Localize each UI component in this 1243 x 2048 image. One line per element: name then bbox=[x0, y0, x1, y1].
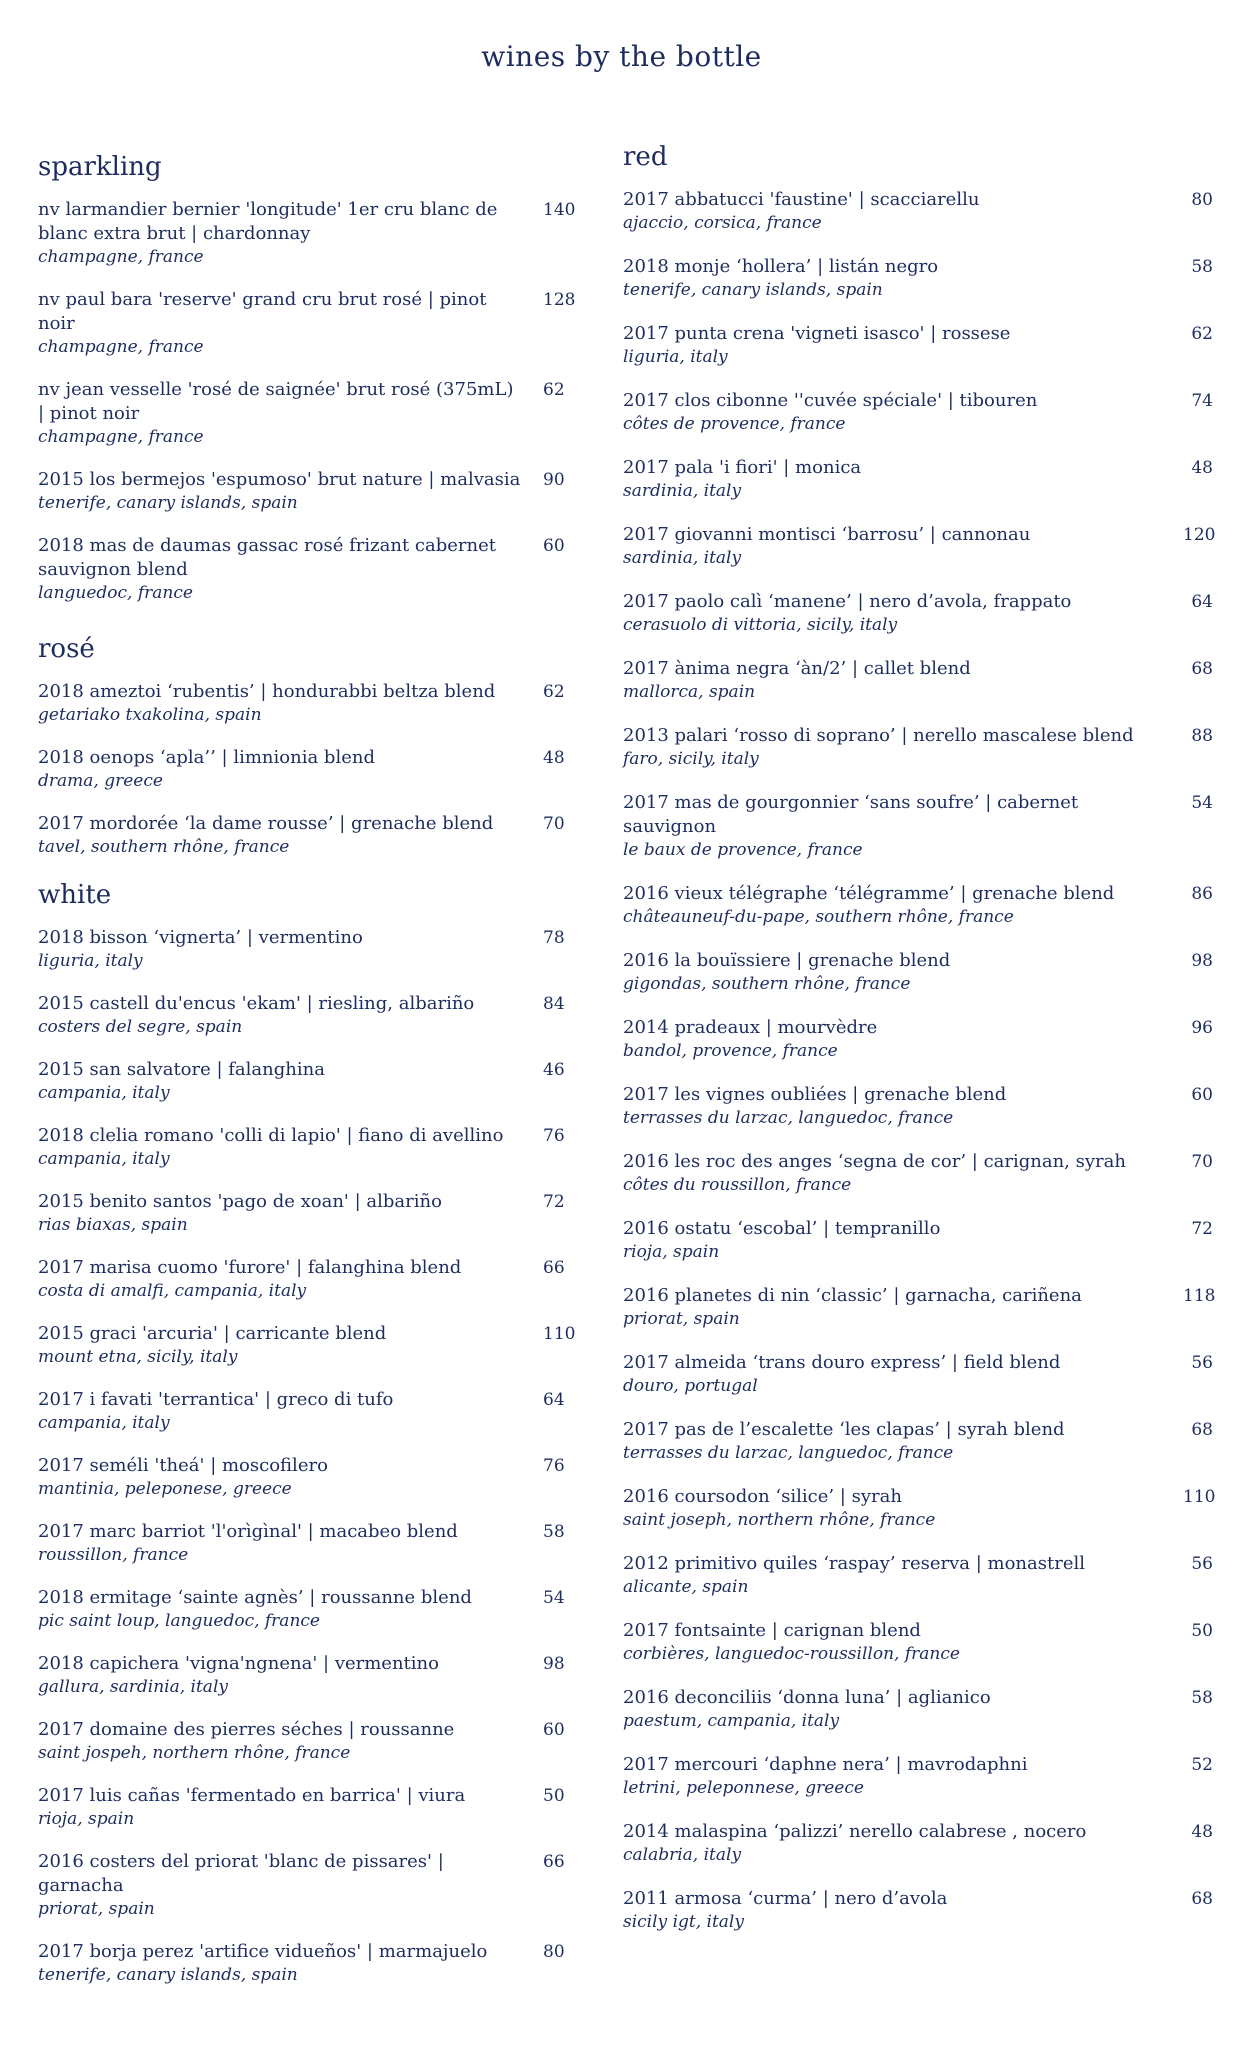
wine-price: 70 bbox=[1191, 1152, 1213, 1172]
wine-name: 2015 los bermejos 'espumoso' brut nature | malvasia bbox=[38, 469, 521, 490]
wine-price: 78 bbox=[543, 928, 565, 948]
page-title: wines by the bottle bbox=[481, 40, 762, 73]
wine-list-item bbox=[38, 1718, 583, 1764]
wine-region: côtes du roussillon, france bbox=[623, 1175, 852, 1195]
wine-price: 58 bbox=[1191, 257, 1213, 277]
wine-name: 2015 graci 'arcuria' | carricante blend bbox=[38, 1323, 387, 1344]
wine-name: 2017 luis cañas 'fermentado en barrica' | viura bbox=[38, 1785, 466, 1806]
wine-region: sardinia, italy bbox=[623, 481, 742, 501]
wine-name: 2016 ostatu ‘escobal’ | tempranillo bbox=[623, 1218, 941, 1239]
wine-price: 72 bbox=[543, 1192, 565, 1212]
section-rose bbox=[38, 632, 583, 858]
wine-price: 88 bbox=[1191, 726, 1213, 746]
wine-list-item bbox=[623, 1619, 1213, 1665]
wine-list-item bbox=[38, 198, 583, 268]
wine-name: 2014 malaspina ‘palizzi’ nerello calabrese , nocero bbox=[623, 1821, 1087, 1842]
wine-list-item bbox=[38, 1058, 583, 1104]
wine-list-item bbox=[38, 1586, 583, 1632]
wine-name: 2014 pradeaux | mourvèdre bbox=[623, 1017, 878, 1038]
wine-name: 2017 paolo calì ‘manene’ | nero d’avola, frappato bbox=[623, 591, 1072, 612]
wine-price: 72 bbox=[1191, 1219, 1213, 1239]
wine-list-item bbox=[38, 812, 583, 858]
wine-region: mount etna, sicily, italy bbox=[38, 1347, 238, 1367]
wine-region: ajaccio, corsica, france bbox=[623, 213, 822, 233]
wine-price: 62 bbox=[543, 380, 565, 400]
wine-name: 2017 giovanni montisci ‘barrosu’ | cannonau bbox=[623, 524, 1031, 545]
wine-price: 110 bbox=[1183, 1487, 1216, 1507]
wine-name: 2017 domaine des pierres séches | roussanne bbox=[38, 1719, 455, 1740]
wine-list-item bbox=[623, 724, 1213, 770]
wine-name: 2017 marc barriot 'l'orìgìnal' | macabeo blend bbox=[38, 1521, 458, 1542]
wine-list-item bbox=[623, 322, 1213, 368]
wine-list-item bbox=[38, 1124, 583, 1170]
wine-list-item bbox=[38, 1520, 583, 1566]
wine-region: terrasses du larzac, languedoc, france bbox=[623, 1108, 954, 1128]
wine-name: 2017 punta crena 'vigneti isasco' | rossese bbox=[623, 323, 1011, 344]
wine-region: liguria, italy bbox=[38, 951, 143, 971]
wine-name: 2017 pas de l’escalette ‘les clapas’ | syrah blend bbox=[623, 1419, 1065, 1440]
wine-list-item bbox=[38, 1256, 583, 1302]
wine-price: 48 bbox=[1191, 1822, 1213, 1842]
wine-name: 2016 vieux télégraphe ‘télégramme’ | grenache blend bbox=[623, 883, 1115, 904]
wine-name: 2017 almeida ‘trans douro express’ | field blend bbox=[623, 1352, 1061, 1373]
wine-price: 84 bbox=[543, 994, 565, 1014]
wine-price: 70 bbox=[543, 814, 565, 834]
wine-list-item bbox=[38, 1784, 583, 1830]
wine-region: faro, sicily, italy bbox=[623, 749, 759, 769]
wine-name: nv paul bara 'reserve' grand cru brut rosé | pinot noir bbox=[38, 289, 487, 334]
wine-price: 68 bbox=[1191, 1889, 1213, 1909]
wine-name: 2015 castell du'encus 'ekam' | riesling, albariño bbox=[38, 993, 475, 1014]
wine-list-item bbox=[38, 992, 583, 1038]
wine-region: champagne, france bbox=[38, 337, 204, 357]
wine-name: 2015 benito santos 'pago de xoan' | albariño bbox=[38, 1191, 442, 1212]
wine-region: le baux de provence, france bbox=[623, 840, 863, 860]
wine-list-item bbox=[38, 1190, 583, 1236]
wine-list-item bbox=[623, 1284, 1216, 1330]
wine-list-item bbox=[38, 468, 583, 514]
wine-list-item bbox=[38, 1940, 583, 1986]
wine-price: 60 bbox=[1191, 1085, 1213, 1105]
wine-name: 2018 ameztoi ‘rubentis’ | hondurabbi beltza blend bbox=[38, 681, 496, 702]
wine-price: 118 bbox=[1183, 1286, 1216, 1306]
wine-list-item bbox=[623, 1485, 1216, 1531]
wine-price: 50 bbox=[1191, 1621, 1213, 1641]
wine-list-item bbox=[38, 1322, 583, 1368]
wine-list-item bbox=[38, 1388, 583, 1434]
wine-price: 86 bbox=[1191, 884, 1213, 904]
wine-price: 52 bbox=[1191, 1755, 1213, 1775]
wine-price: 98 bbox=[1191, 951, 1213, 971]
wine-name: 2018 oenops ‘apla’’ | limnionia blend bbox=[38, 747, 375, 768]
wine-region: roussillon, france bbox=[38, 1545, 189, 1565]
wine-name: 2016 coursodon ‘silice’ | syrah bbox=[623, 1486, 902, 1507]
wine-list-item bbox=[623, 1418, 1213, 1464]
wine-name: 2017 ànima negra ‘àn/2’ | callet blend bbox=[623, 658, 971, 679]
wine-list-item bbox=[38, 926, 583, 972]
wine-region: campania, italy bbox=[38, 1413, 170, 1433]
wine-region: corbières, languedoc-roussillon, france bbox=[623, 1644, 960, 1664]
wine-region: sardinia, italy bbox=[623, 548, 742, 568]
wine-list-item bbox=[623, 1753, 1213, 1799]
wine-region: campania, italy bbox=[38, 1149, 170, 1169]
wine-list-item bbox=[623, 1016, 1213, 1062]
wine-name: 2017 clos cibonne ''cuvée spéciale' | tibouren bbox=[623, 390, 1038, 411]
wine-region: gigondas, southern rhône, france bbox=[623, 974, 911, 994]
wine-price: 46 bbox=[543, 1060, 565, 1080]
wine-price: 60 bbox=[543, 1720, 565, 1740]
wine-list-item bbox=[623, 1083, 1213, 1129]
wine-list-item bbox=[623, 791, 1213, 861]
wine-region: bandol, provence, france bbox=[623, 1041, 838, 1061]
wine-price: 68 bbox=[1191, 659, 1213, 679]
wine-list-item bbox=[623, 255, 1213, 301]
wine-region: tavel, southern rhône, france bbox=[38, 837, 290, 857]
wine-name: 2016 la bouïssiere | grenache blend bbox=[623, 950, 951, 971]
wine-region: costers del segre, spain bbox=[38, 1017, 243, 1037]
wine-list-item bbox=[623, 523, 1216, 569]
wine-region: saint jospeh, northern rhône, france bbox=[38, 1743, 351, 1763]
wine-price: 98 bbox=[543, 1654, 565, 1674]
wine-region: terrasses du larzac, languedoc, france bbox=[623, 1443, 954, 1463]
wine-price: 90 bbox=[543, 470, 565, 490]
wine-region: alicante, spain bbox=[623, 1577, 749, 1597]
wine-price: 80 bbox=[543, 1942, 565, 1962]
wine-price: 58 bbox=[543, 1522, 565, 1542]
wine-region: campania, italy bbox=[38, 1083, 170, 1103]
wine-list-item bbox=[623, 1217, 1213, 1263]
wine-price: 60 bbox=[543, 536, 565, 556]
wine-region: tenerife, canary islands, spain bbox=[623, 280, 883, 300]
wine-name: 2017 borja perez 'artifice vidueños' | marmajuelo bbox=[38, 1941, 488, 1962]
wine-price: 48 bbox=[1191, 458, 1213, 478]
left-column bbox=[38, 150, 583, 2006]
wine-name: 2018 bisson ‘vignerta’ | vermentino bbox=[38, 927, 363, 948]
wine-region: priorat, spain bbox=[623, 1309, 740, 1329]
right-column bbox=[623, 140, 1216, 1954]
wine-price: 54 bbox=[1191, 793, 1213, 813]
wine-name: 2018 monje ‘hollera’ | listán negro bbox=[623, 256, 939, 277]
wine-list-item bbox=[623, 590, 1213, 636]
wine-list-item bbox=[623, 1150, 1213, 1196]
wine-region: paestum, campania, italy bbox=[623, 1711, 840, 1731]
wine-list-item bbox=[623, 188, 1213, 234]
wine-price: 64 bbox=[1191, 592, 1213, 612]
wine-region: drama, greece bbox=[38, 771, 163, 791]
wine-price: 76 bbox=[543, 1456, 565, 1476]
wine-price: 110 bbox=[543, 1324, 576, 1344]
wine-region: languedoc, france bbox=[38, 583, 193, 603]
wine-name: 2016 deconciliis ‘donna luna’ | aglianico bbox=[623, 1687, 991, 1708]
wine-list-item bbox=[623, 1351, 1213, 1397]
wine-list-item bbox=[623, 657, 1213, 703]
wine-region: douro, portugal bbox=[623, 1376, 758, 1396]
wine-price: 140 bbox=[543, 200, 576, 220]
wine-region: priorat, spain bbox=[38, 1899, 155, 1919]
wine-price: 66 bbox=[543, 1258, 565, 1278]
wine-region: tenerife, canary islands, spain bbox=[38, 1965, 298, 1985]
wine-price: 58 bbox=[1191, 1688, 1213, 1708]
wine-price: 76 bbox=[543, 1126, 565, 1146]
wine-name: 2017 mercouri ‘daphne nera’ | mavrodaphni bbox=[623, 1754, 1028, 1775]
wine-price: 62 bbox=[543, 682, 565, 702]
wine-region: pic saint loup, languedoc, france bbox=[38, 1611, 320, 1631]
wine-name: 2015 san salvatore | falanghina bbox=[38, 1059, 325, 1080]
wine-region: rioja, spain bbox=[623, 1242, 720, 1262]
wine-region: getariako txakolina, spain bbox=[38, 705, 262, 725]
wine-name: 2013 palari ‘rosso di soprano’ | nerello mascalese blend bbox=[623, 725, 1134, 746]
wine-price: 48 bbox=[543, 748, 565, 768]
wine-price: 50 bbox=[543, 1786, 565, 1806]
wine-list-item bbox=[623, 882, 1213, 928]
wine-list-item bbox=[38, 378, 583, 448]
wine-name: nv jean vesselle 'rosé de saignée' brut rosé (375mL) | pinot noir bbox=[38, 379, 514, 424]
wine-list-item bbox=[623, 1887, 1213, 1933]
wine-region: châteauneuf-du-pape, southern rhône, france bbox=[623, 907, 1014, 927]
wine-list-item bbox=[38, 1850, 583, 1920]
wine-name: 2017 pala 'i fiori' | monica bbox=[623, 457, 862, 478]
wine-price: 56 bbox=[1191, 1353, 1213, 1373]
wine-region: saint joseph, northern rhône, france bbox=[623, 1510, 936, 1530]
section-title-white: white bbox=[38, 880, 112, 910]
wine-name: 2016 costers del priorat 'blanc de pissares' | garnacha bbox=[38, 1851, 444, 1896]
wine-region: costa di amalfi, campania, italy bbox=[38, 1281, 307, 1301]
wine-name: 2018 ermitage ‘sainte agnès’ | roussanne blend bbox=[38, 1587, 472, 1608]
wine-region: mantinia, peleponese, greece bbox=[38, 1479, 292, 1499]
wine-region: champagne, france bbox=[38, 247, 204, 267]
wine-price: 74 bbox=[1191, 391, 1213, 411]
wine-list-item bbox=[623, 949, 1213, 995]
wine-region: côtes de provence, france bbox=[623, 414, 846, 434]
wine-list-item bbox=[38, 746, 583, 792]
wine-region: tenerife, canary islands, spain bbox=[38, 493, 298, 513]
wine-region: rioja, spain bbox=[38, 1809, 135, 1829]
wine-list-item bbox=[623, 389, 1213, 435]
section-title-red: red bbox=[623, 142, 668, 172]
wine-region: letrini, peleponnese, greece bbox=[623, 1778, 864, 1798]
wine-name: 2016 les roc des anges ‘segna de cor’ | carignan, syrah bbox=[623, 1151, 1126, 1172]
section-title-rose: rosé bbox=[38, 634, 95, 664]
wine-name: 2018 clelia romano 'colli di lapio' | fiano di avellino bbox=[38, 1125, 504, 1146]
wine-name: 2012 primitivo quiles ‘raspay’ reserva | monastrell bbox=[623, 1553, 1085, 1574]
section-red bbox=[623, 140, 1216, 1933]
wine-name: 2018 capichera 'vigna'ngnena' | vermentino bbox=[38, 1653, 439, 1674]
wine-list-item bbox=[38, 1454, 583, 1500]
wine-list-item bbox=[623, 456, 1213, 502]
wine-region: champagne, france bbox=[38, 427, 204, 447]
wine-price: 120 bbox=[1183, 525, 1216, 545]
wine-price: 62 bbox=[1191, 324, 1213, 344]
wine-name: 2018 mas de daumas gassac rosé frizant cabernet sauvignon blend bbox=[38, 535, 496, 580]
wine-region: liguria, italy bbox=[623, 347, 728, 367]
wine-name: 2016 planetes di nin ‘classic’ | garnacha, cariñena bbox=[623, 1285, 1082, 1306]
wine-region: rias biaxas, spain bbox=[38, 1215, 188, 1235]
wine-list-item bbox=[38, 534, 583, 604]
section-white bbox=[38, 878, 583, 1986]
wine-region: cerasuolo di vittoria, sicily, italy bbox=[623, 615, 898, 635]
wine-list-item bbox=[623, 1820, 1213, 1866]
wine-list-item bbox=[38, 680, 583, 726]
wine-price: 80 bbox=[1191, 190, 1213, 210]
wine-region: calabria, italy bbox=[623, 1845, 742, 1865]
wine-name: nv larmandier bernier 'longitude' 1er cru blanc de blanc extra brut | chardonnay bbox=[38, 199, 498, 244]
wine-name: 2017 i favati 'terrantica' | greco di tufo bbox=[38, 1389, 394, 1410]
wine-price: 128 bbox=[543, 290, 576, 310]
wine-list-item bbox=[623, 1686, 1213, 1732]
wine-price: 96 bbox=[1191, 1018, 1213, 1038]
wine-name: 2017 les vignes oubliées | grenache blend bbox=[623, 1084, 1007, 1105]
section-sparkling bbox=[38, 150, 583, 604]
wine-price: 54 bbox=[543, 1588, 565, 1608]
wine-region: gallura, sardinia, italy bbox=[38, 1677, 228, 1697]
wine-price: 68 bbox=[1191, 1420, 1213, 1440]
wine-name: 2011 armosa ‘curma’ | nero d’avola bbox=[623, 1888, 948, 1909]
wine-name: 2017 marisa cuomo 'furore' | falanghina blend bbox=[38, 1257, 462, 1278]
wine-name: 2017 mordorée ‘la dame rousse’ | grenache blend bbox=[38, 813, 494, 834]
wine-region: sicily igt, italy bbox=[623, 1912, 744, 1932]
wine-name: 2017 abbatucci 'faustine' | scacciarellu bbox=[623, 189, 980, 210]
wine-list-item bbox=[38, 1652, 583, 1698]
wine-price: 64 bbox=[543, 1390, 565, 1410]
wine-price: 66 bbox=[543, 1852, 565, 1872]
wine-region: mallorca, spain bbox=[623, 682, 756, 702]
wine-list-item bbox=[623, 1552, 1213, 1598]
wine-list-item bbox=[38, 288, 583, 358]
section-title-sparkling: sparkling bbox=[38, 152, 162, 182]
wine-price: 56 bbox=[1191, 1554, 1213, 1574]
wine-name: 2017 fontsainte | carignan blend bbox=[623, 1620, 921, 1641]
wine-name: 2017 seméli 'theá' | moscofilero bbox=[38, 1455, 328, 1476]
wine-name: 2017 mas de gourgonnier ‘sans soufre’ | cabernet sauvignon bbox=[623, 792, 1079, 837]
